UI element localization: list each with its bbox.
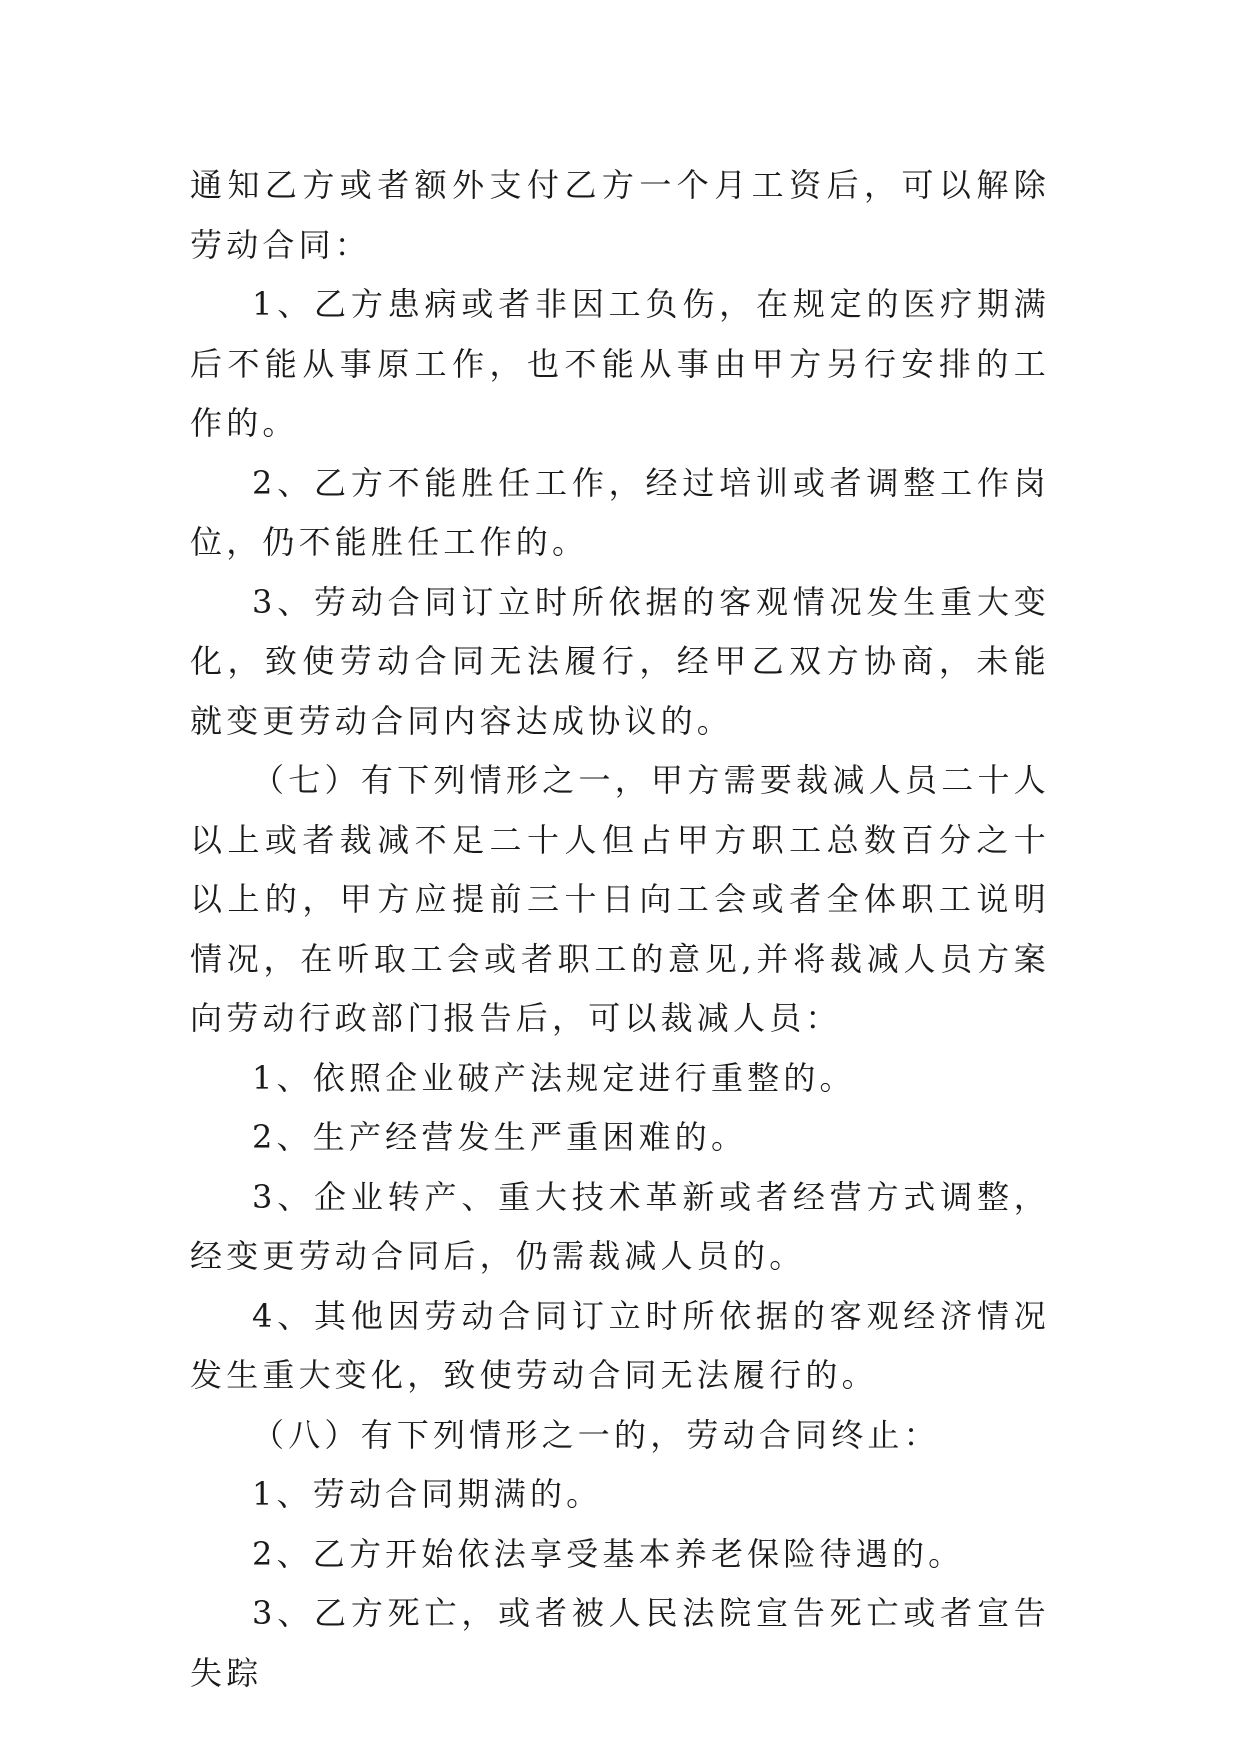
paragraph-section-8-termination: （八）有下列情形之一的，劳动合同终止： xyxy=(252,1415,940,1454)
paragraph-layoff-item-3: 3、企业转产、重大技术革新或者经营方式调整，经变更劳动合同后，仍需裁减人员的。 xyxy=(190,1177,1050,1275)
paragraph-section-7-layoffs: （七）有下列情形之一，甲方需要裁减人员二十人以上或者裁减不足二十人但占甲方职工总数百分之十以上的，甲方应提前三十日向工会或者全体职工说明情况，在听取工会或者职工的意见,并将裁减人员方案向劳动行政部门报告后，可以裁减人员： xyxy=(190,761,1050,1037)
paragraph-termination-item-2: 2、乙方开始依法享受基本养老保险待遇的。 xyxy=(252,1534,965,1573)
paragraph-item-3-circumstance-change: 3、劳动合同订立时所依据的客观情况发生重大变化，致使劳动合同无法履行，经甲乙双方协商，未能就变更劳动合同内容达成协议的。 xyxy=(190,582,1050,740)
paragraph-termination-notice: 通知乙方或者额外支付乙方一个月工资后，可以解除劳动合同： xyxy=(190,166,1050,264)
paragraph-item-1-illness: 1、乙方患病或者非因工负伤，在规定的医疗期满后不能从事原工作，也不能从事由甲方另行安排的工作的。 xyxy=(190,285,1050,442)
paragraph-termination-item-1: 1、劳动合同期满的。 xyxy=(252,1475,603,1513)
paragraph-layoff-item-1: 1、依照企业破产法规定进行重整的。 xyxy=(252,1058,856,1097)
paragraph-termination-item-3: 3、乙方死亡，或者被人民法院宣告死亡或者宣告失踪 xyxy=(190,1594,1050,1692)
document-body xyxy=(190,156,1050,1703)
paragraph-layoff-item-2: 2、生产经营发生严重困难的。 xyxy=(252,1118,748,1156)
paragraph-item-2-incompetence: 2、乙方不能胜任工作，经过培训或者调整工作岗位，仍不能胜任工作的。 xyxy=(190,463,1050,561)
paragraph-layoff-item-4: 4、其他因劳动合同订立时所依据的客观经济情况发生重大变化，致使劳动合同无法履行的。 xyxy=(190,1296,1050,1394)
